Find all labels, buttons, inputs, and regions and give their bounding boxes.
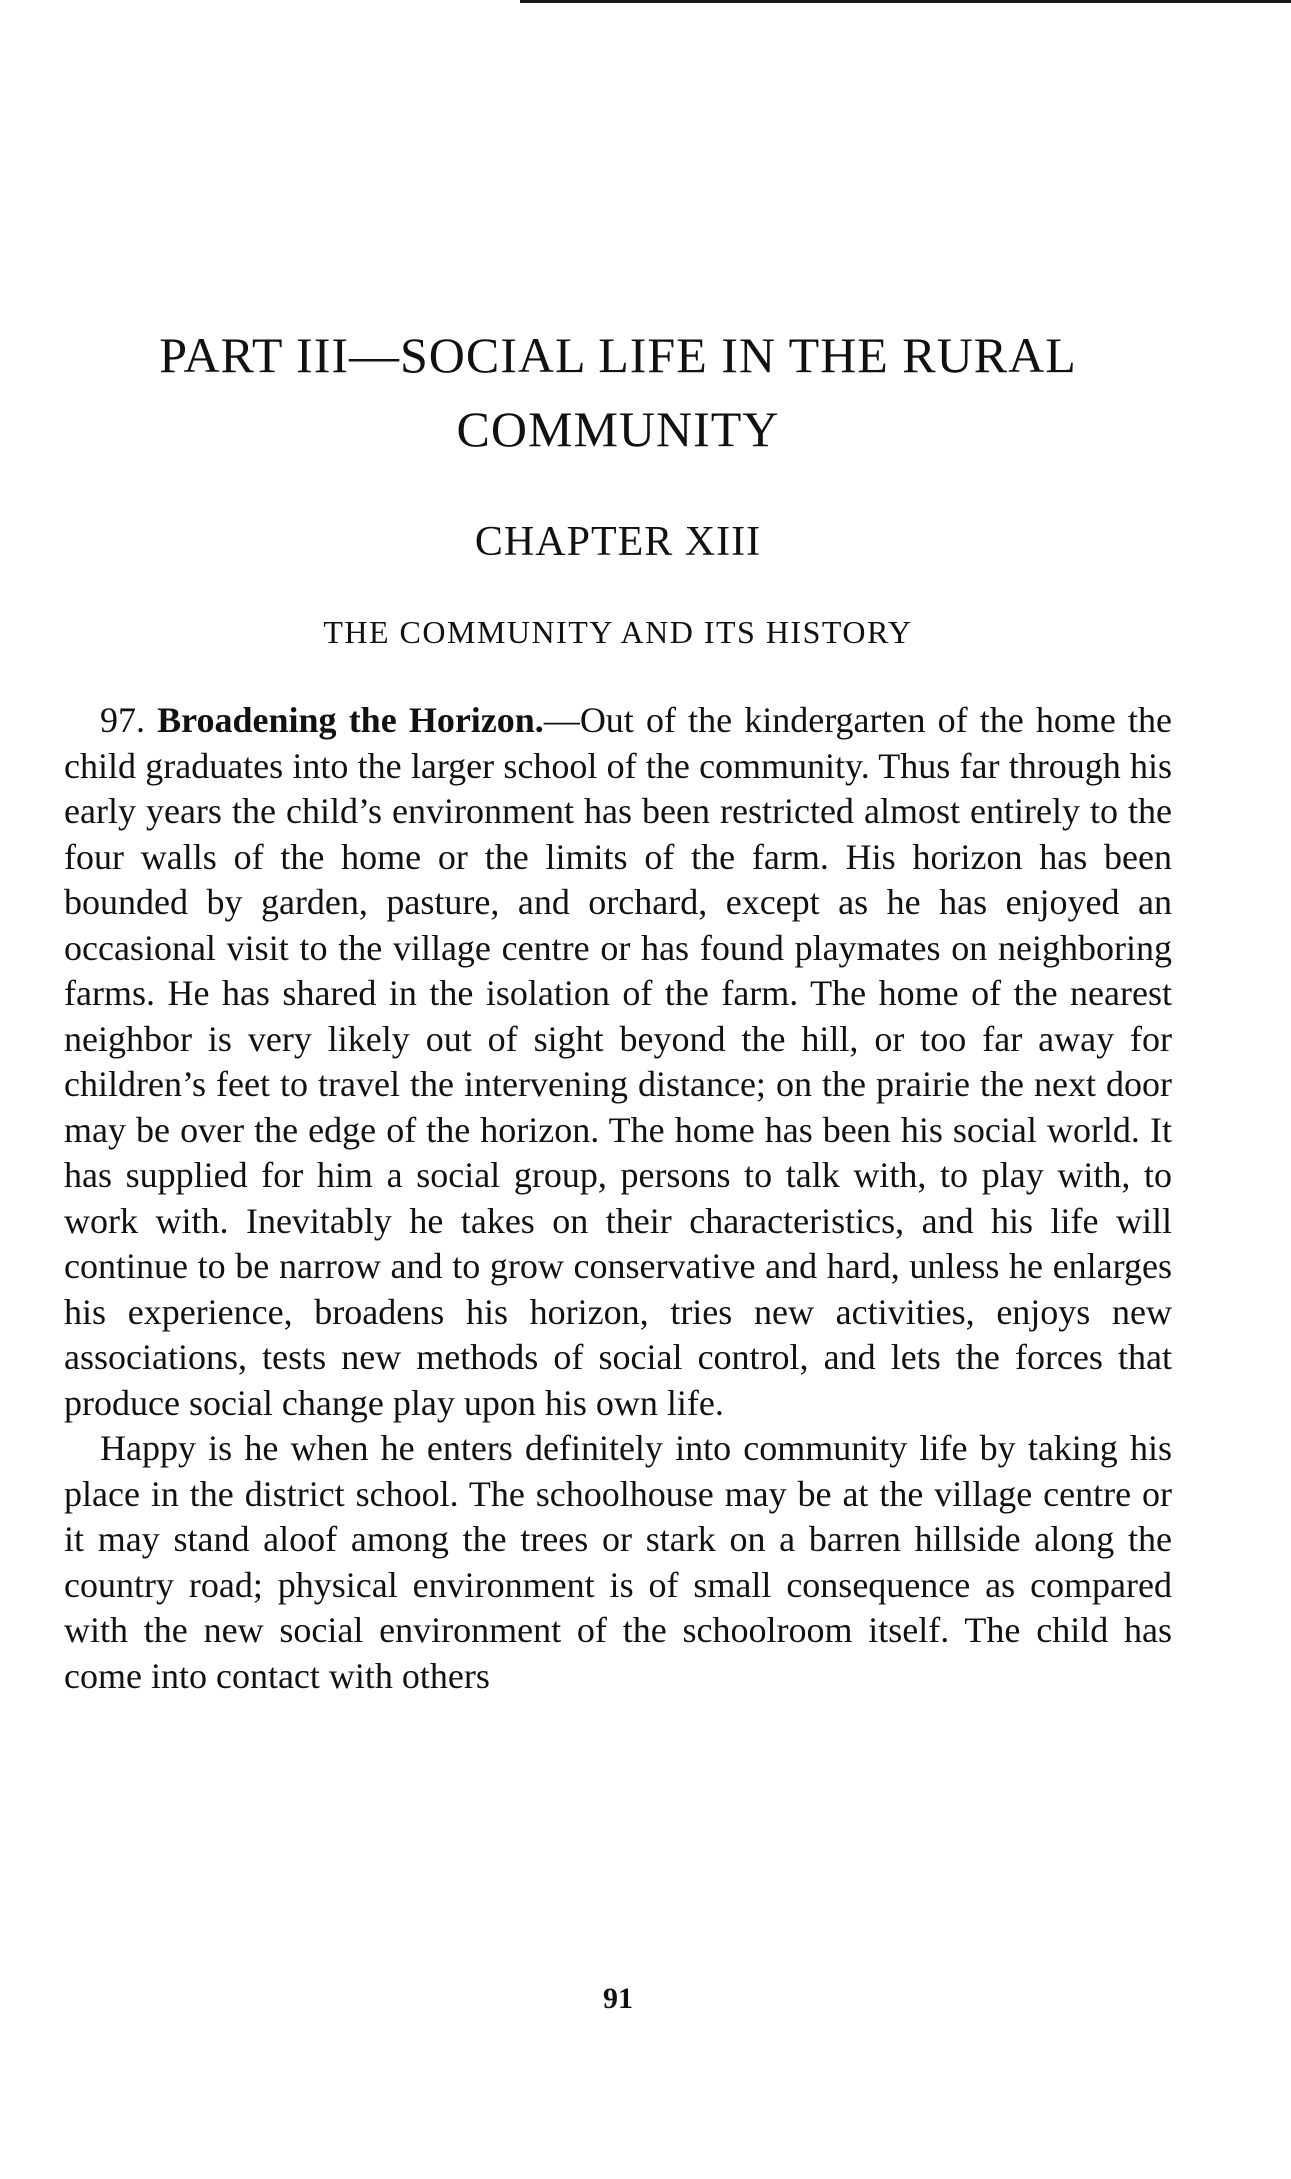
chapter-title: THE COMMUNITY AND ITS HISTORY [323, 614, 913, 650]
top-edge-rule [520, 0, 1291, 3]
paragraph-2: Happy is he when he enters definitely into community life by taking his place in the district school. The schoolhouse may be at the village centre or it may stand aloof among the trees or stark on a barren hillside along the country road; physical environment is of small consequence as compared with the new social environment of the schoolroom itself. The child has come into contact with others [64, 1428, 1172, 1696]
chapter-number: CHAPTER XIII [474, 519, 762, 565]
page-number: 91 [603, 1982, 633, 2015]
paragraph-1 [64, 698, 1172, 1426]
section-number: 97. [100, 700, 145, 740]
part-title: PART III—SOCIAL LIFE IN THE RURAL COMMUNITY [159, 327, 1077, 457]
body-text [64, 698, 1172, 1699]
section-heading: Broadening the Horizon. [157, 700, 544, 740]
paragraph-1-text: —Out of the kindergarten of the home the child graduates into the larger school of the community. Thus far through his early years the child’s environment has been restricted almost entirely to the four walls of the home or the limits of the farm. His horizon has been bounded by garden, pasture, and orchard, except as he has enjoyed an occasional visit to the village centre or has found playmates on neighboring farms. He has shared in the isolation of the farm. The home of the nearest neighbor is very likely out of sight beyond the hill, or too far away for children’s feet to travel the intervening distance; on the prairie the next door may be over the edge of the horizon. The home has been his social world. It has supplied for him a social group, persons to talk with, to play with, to work with. Inevitably he takes on their characteristics, and his life will continue to be narrow and to grow conservative and hard, unless he enlarges his experience, broadens his horizon, tries new activities, enjoys new associations, tests new methods of social control, and lets the forces that produce social change play upon his own life. [64, 700, 1173, 1423]
